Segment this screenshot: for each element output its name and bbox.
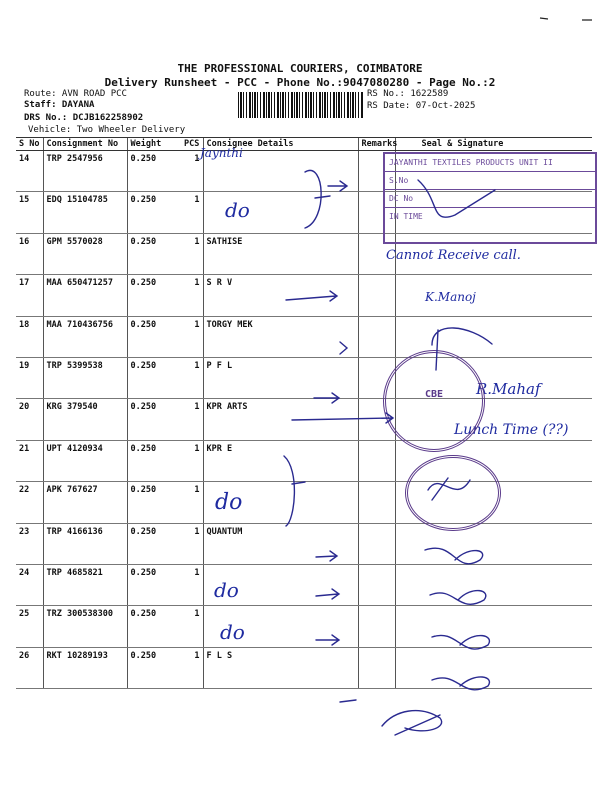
row-weight: 0.250 [127,606,181,647]
remark-cannot-receive: Cannot Receive call. [386,248,521,263]
row-pcs: 1 [181,357,203,398]
signature-scribble [428,478,470,500]
ditto-mark: do [215,490,243,515]
row-consignment: EDQ 15104785 [43,192,127,233]
row-weight: 0.250 [127,316,181,357]
arrow-icon [328,181,347,191]
row-consignment: MAA 650471257 [43,275,127,316]
company-title: THE PROFESSIONAL COURIERS, COIMBATORE [177,62,423,75]
row-consignment: APK 767627 [43,482,127,523]
col-sno: S No [16,138,43,151]
row-weight: 0.250 [127,523,181,564]
arrow-icon [292,413,393,423]
row-consignment: RKT 10289193 [43,647,127,688]
row-sno: 24 [16,564,43,605]
signature-scribble [418,180,495,217]
row-pcs: 1 [181,523,203,564]
row-consignment: KRG 379540 [43,399,127,440]
row-pcs: 1 [181,233,203,274]
ditto-mark: do [225,198,250,222]
row-pcs: 1 [181,482,203,523]
row-consignee: TORGY MEK [203,316,358,357]
row-pcs: 1 [181,151,203,192]
row-weight: 0.250 [127,151,181,192]
handwritten-name: Jaynthi [200,146,243,160]
stamp-line: JAYANTHI TEXTILES PRODUCTS UNIT II [385,154,595,172]
row-consignment: TRP 4685821 [43,564,127,605]
row-weight: 0.250 [127,357,181,398]
col-consignee: Consignee Details [203,138,358,151]
arrow-icon [316,589,339,599]
row-sno: 21 [16,440,43,481]
stamp-line: DC No [385,190,595,208]
row-sno: 26 [16,647,43,688]
col-pcs: PCS [181,138,203,151]
row-consignment: GPM 5570028 [43,233,127,274]
row-consignment: TRP 4166136 [43,523,127,564]
row-pcs: 1 [181,606,203,647]
arrow-icon [286,291,337,301]
row-pcs: 1 [181,647,203,688]
signature-scribble [432,328,492,370]
row-weight: 0.250 [127,440,181,481]
row-consignment: UPT 4120934 [43,440,127,481]
seal-center-text: CBE [424,389,444,400]
route-label: Route: AVN ROAD PCC [24,89,127,99]
brace-mark [284,456,305,526]
row-weight: 0.250 [127,275,181,316]
row-sno: 15 [16,192,43,233]
col-weight: Weight [127,138,181,151]
row-sno: 20 [16,399,43,440]
row-weight: 0.250 [127,647,181,688]
row-sno: 25 [16,606,43,647]
arrow-icon [340,342,347,354]
row-sno: 19 [16,357,43,398]
row-consignee: P F L [203,357,358,398]
row-consignment: MAA 710436756 [43,316,127,357]
signature-row19: R.Mahaf [476,380,541,398]
staff-label: Staff: DAYANA [24,100,95,110]
signature-scribble [430,591,486,605]
row-consignee: SATHISE [203,233,358,274]
signature-scribble [425,548,483,564]
col-consignment: Consignment No [43,138,127,151]
row-consignee: KPR E [203,440,358,481]
signature-scribble [382,711,442,735]
row-pcs: 1 [181,192,203,233]
row-weight: 0.250 [127,564,181,605]
row-consignee: KPR ARTS [203,399,358,440]
row-weight: 0.250 [127,192,181,233]
row-sno: 23 [16,523,43,564]
row-consignment: TRP 2547956 [43,151,127,192]
row-sno: 22 [16,482,43,523]
row-pcs: 1 [181,564,203,605]
signature-scribble [432,635,489,649]
col-remarks: Remarks [358,138,395,151]
arrow-icon [314,393,339,403]
row-pcs: 1 [181,440,203,481]
row-weight: 0.250 [127,233,181,274]
drs-number: DRS No.: DCJB162258902 [24,113,144,123]
row-weight: 0.250 [127,482,181,523]
arrow-icon [316,635,339,645]
arrow-icon [316,551,337,561]
rs-number: RS No.: 1622589 [367,89,449,99]
row-pcs: 1 [181,399,203,440]
rs-date: RS Date: 07-Oct-2025 [367,101,476,111]
signature-scribble [432,677,489,690]
row-consignee: S R V [203,275,358,316]
row-consignment: TRP 5399538 [43,357,127,398]
stamp-line: S.No [385,172,595,190]
ditto-mark: do [214,578,239,602]
row-pcs: 1 [181,275,203,316]
runsheet-subtitle: Delivery Runsheet - PCC - Phone No.:9047080280 - Page No.:2 [104,76,496,89]
row-sno: 18 [16,316,43,357]
stamp-line: IN TIME [389,212,423,221]
row-consignee: F L S [203,647,358,688]
row-consignment: TRZ 300538300 [43,606,127,647]
vehicle-label: Vehicle: Two Wheeler Delivery [28,125,186,135]
ditto-mark: do [220,620,245,644]
brace-mark [305,170,330,228]
remark-lunch-time: Lunch Time (??) [454,422,569,438]
signature-row17: K.Manoj [425,290,476,304]
row-consignee: QUANTUM [203,523,358,564]
row-sno: 17 [16,275,43,316]
row-pcs: 1 [181,316,203,357]
arrow-icon [340,700,356,702]
margin-mark [540,18,592,20]
col-seal: Seal & Signature [395,138,592,151]
row-sno: 14 [16,151,43,192]
row-weight: 0.250 [127,399,181,440]
row-sno: 16 [16,233,43,274]
